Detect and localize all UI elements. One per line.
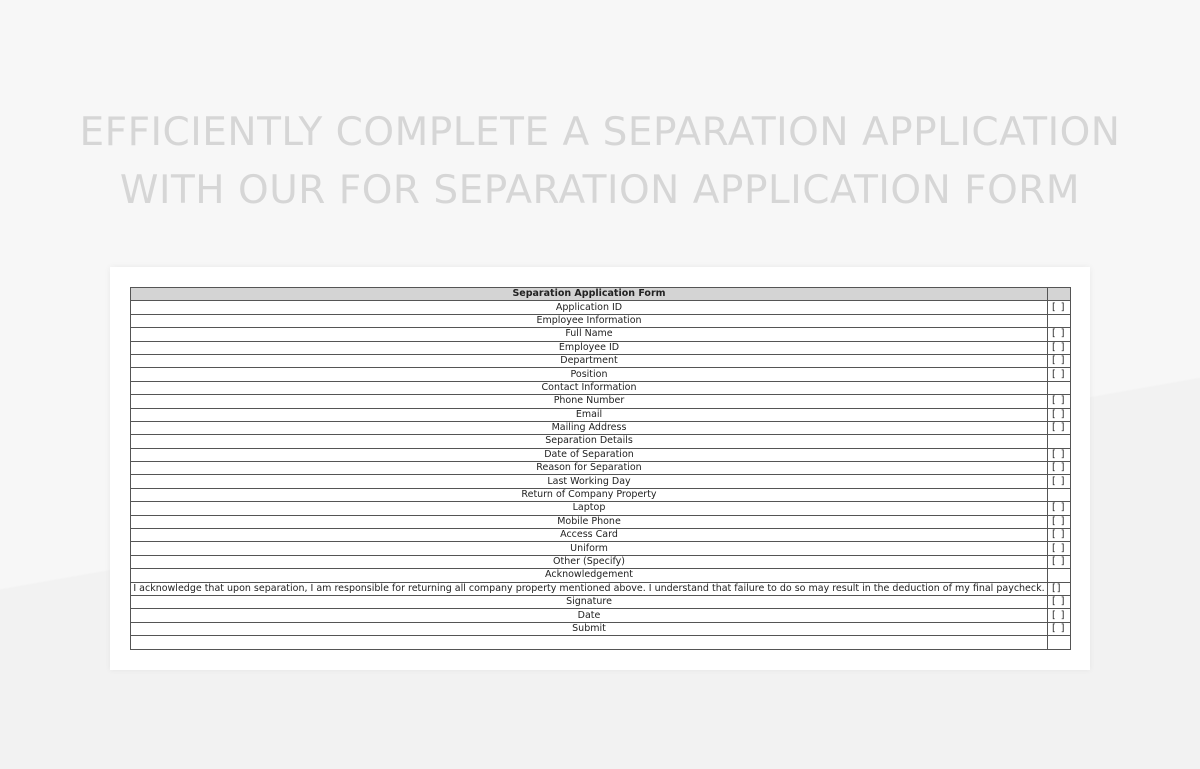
form-row-checkbox[interactable]: [ ] [1048, 421, 1071, 434]
form-row-blank-cell [1048, 569, 1071, 582]
form-row [131, 462, 1071, 475]
form-row-label: Reason for Separation [131, 462, 1048, 475]
form-row-checkbox[interactable]: [ ] [1048, 448, 1071, 461]
form-row-checkbox[interactable]: [ ] [1048, 622, 1071, 635]
form-row-blank-cell [1048, 314, 1071, 327]
form-row [131, 582, 1071, 595]
form-row [131, 555, 1071, 568]
form-row-label: Position [131, 368, 1048, 381]
form-row-label [131, 636, 1048, 649]
form-row-checkbox[interactable]: [ ] [1048, 529, 1071, 542]
form-row [131, 448, 1071, 461]
form-row [131, 636, 1071, 649]
form-row [131, 421, 1071, 434]
form-row [131, 569, 1071, 582]
form-row-checkbox[interactable]: [ ] [1048, 542, 1071, 555]
page-title-line-2: WITH OUR FOR SEPARATION APPLICATION FORM [119, 168, 1081, 213]
form-row-label: Separation Details [131, 435, 1048, 448]
form-row-checkbox[interactable]: [ ] [1048, 462, 1071, 475]
form-row-label: Contact Information [131, 381, 1048, 394]
form-row-checkbox[interactable]: [ ] [1048, 502, 1071, 515]
form-row-label: Date [131, 609, 1048, 622]
form-row-checkbox[interactable]: [ ] [1048, 328, 1071, 341]
form-row-label: Access Card [131, 529, 1048, 542]
form-table-body [131, 288, 1071, 650]
form-row [131, 368, 1071, 381]
form-header-row [131, 288, 1071, 301]
form-row-label: Return of Company Property [131, 488, 1048, 501]
form-row-label: Full Name [131, 328, 1048, 341]
form-row-label: Email [131, 408, 1048, 421]
form-row [131, 515, 1071, 528]
form-row-checkbox[interactable]: [] [1048, 582, 1071, 595]
form-row-checkbox[interactable]: [ ] [1048, 341, 1071, 354]
form-row-label: Mailing Address [131, 421, 1048, 434]
form-row-checkbox[interactable]: [ ] [1048, 475, 1071, 488]
form-row-checkbox[interactable]: [ ] [1048, 354, 1071, 367]
form-row-label: Submit [131, 622, 1048, 635]
form-row-label: Date of Separation [131, 448, 1048, 461]
form-row [131, 354, 1071, 367]
form-row [131, 408, 1071, 421]
form-row-checkbox[interactable]: [ ] [1048, 595, 1071, 608]
form-row [131, 502, 1071, 515]
page-title [0, 104, 1200, 220]
form-row-checkbox[interactable]: [ ] [1048, 515, 1071, 528]
form-row [131, 301, 1071, 314]
form-row-blank-cell [1048, 381, 1071, 394]
form-row-label: Uniform [131, 542, 1048, 555]
form-row-label: Mobile Phone [131, 515, 1048, 528]
form-row-blank-cell [1048, 636, 1071, 649]
form-row-label: Phone Number [131, 395, 1048, 408]
separation-form-table [130, 287, 1071, 650]
form-row [131, 488, 1071, 501]
form-row-blank-cell [1048, 488, 1071, 501]
form-row-label: Last Working Day [131, 475, 1048, 488]
form-row-checkbox[interactable]: [ ] [1048, 368, 1071, 381]
form-row-label: Laptop [131, 502, 1048, 515]
form-row-checkbox[interactable]: [ ] [1048, 555, 1071, 568]
form-row [131, 529, 1071, 542]
form-row-checkbox[interactable]: [ ] [1048, 609, 1071, 622]
form-row-label: Other (Specify) [131, 555, 1048, 568]
form-row [131, 341, 1071, 354]
form-row [131, 609, 1071, 622]
form-row-label: I acknowledge that upon separation, I am responsible for returning all company property mentioned above. I understand that failure to do so may result in the deduction of my final paycheck. [131, 582, 1048, 595]
form-row [131, 622, 1071, 635]
form-row-checkbox[interactable]: [ ] [1048, 395, 1071, 408]
form-row-label: Department [131, 354, 1048, 367]
form-row-label: Application ID [131, 301, 1048, 314]
form-row [131, 475, 1071, 488]
form-row-blank-cell [1048, 435, 1071, 448]
form-row [131, 542, 1071, 555]
form-row [131, 328, 1071, 341]
form-row-label: Signature [131, 595, 1048, 608]
form-row [131, 435, 1071, 448]
spreadsheet-preview [110, 267, 1090, 670]
form-row-label: Acknowledgement [131, 569, 1048, 582]
form-row [131, 395, 1071, 408]
form-row [131, 381, 1071, 394]
form-row-checkbox[interactable]: [ ] [1048, 301, 1071, 314]
form-row-label: Employee ID [131, 341, 1048, 354]
form-header-title: Separation Application Form [131, 288, 1048, 301]
page-title-line-1: EFFICIENTLY COMPLETE A SEPARATION APPLICATION [79, 110, 1121, 155]
form-row [131, 314, 1071, 327]
form-row [131, 595, 1071, 608]
form-row-label: Employee Information [131, 314, 1048, 327]
form-row-checkbox[interactable]: [ ] [1048, 408, 1071, 421]
form-header-blank-cell [1048, 288, 1071, 301]
